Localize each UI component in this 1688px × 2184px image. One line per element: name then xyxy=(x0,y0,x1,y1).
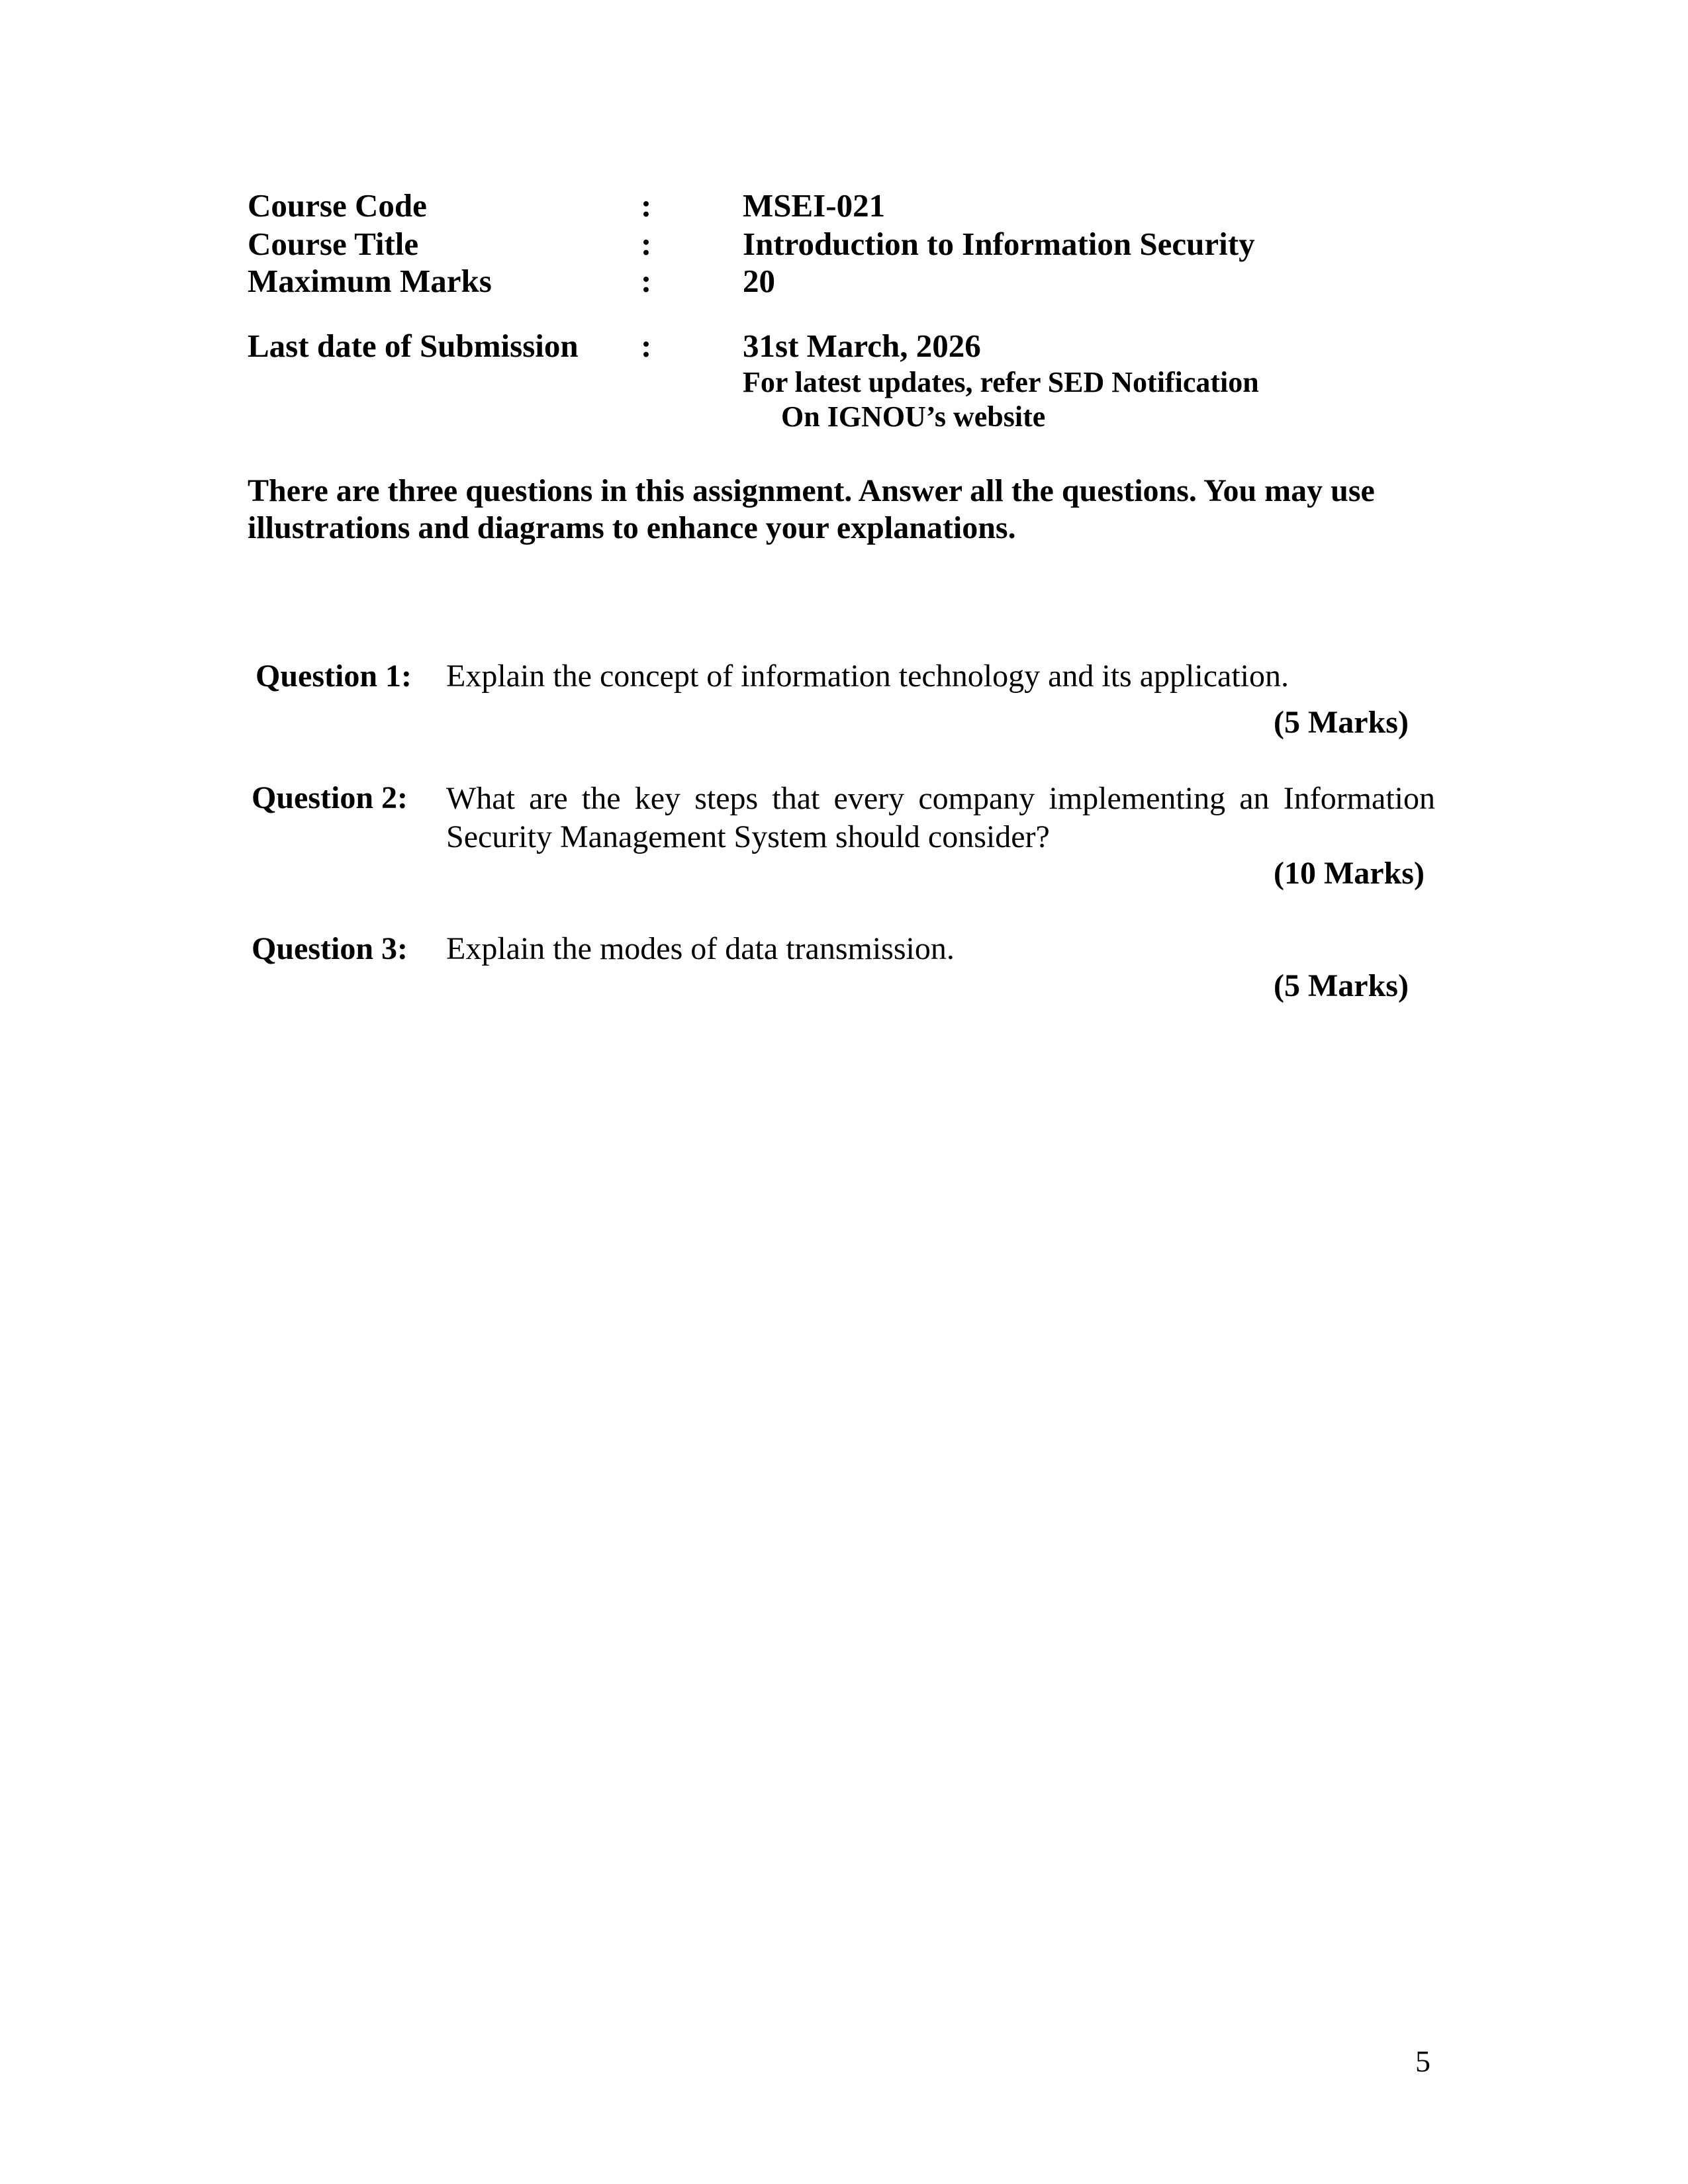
submission-date-colon: : xyxy=(641,328,652,364)
page-number: 5 xyxy=(1415,2044,1430,2078)
submission-date-label: Last date of Submission xyxy=(248,328,579,364)
question-2-marks: (10 Marks) xyxy=(1274,856,1425,891)
assignment-instructions: There are three questions in this assignment. Answer all the questions. You may use illustrations and diagrams to enhance your explanations. xyxy=(248,473,1375,545)
submission-date-value: 31st March, 2026 xyxy=(743,328,981,364)
course-title-value: Introduction to Information Security xyxy=(743,226,1255,262)
course-code-value: MSEI-021 xyxy=(743,187,886,224)
updates-note-line1: For latest updates, refer SED Notification xyxy=(743,366,1259,398)
question-3-label: Question 3: xyxy=(252,931,408,966)
question-1-marks: (5 Marks) xyxy=(1274,705,1409,740)
question-2-text: What are the key steps that every company implementing an Information Security Management System should consider? xyxy=(446,781,1435,854)
question-2-label: Question 2: xyxy=(252,780,408,815)
question-3-marks: (5 Marks) xyxy=(1274,968,1409,1003)
question-1-text: Explain the concept of information technology and its application. xyxy=(446,659,1289,694)
maximum-marks-value: 20 xyxy=(743,263,775,299)
course-code-colon: : xyxy=(641,187,652,224)
maximum-marks-label: Maximum Marks xyxy=(248,263,492,299)
course-title-label: Course Title xyxy=(248,226,419,262)
course-code-label: Course Code xyxy=(248,187,427,224)
updates-note-line2: On IGNOU’s website xyxy=(781,400,1046,433)
question-1-label: Question 1: xyxy=(256,659,412,694)
maximum-marks-colon: : xyxy=(641,263,652,299)
question-3-text: Explain the modes of data transmission. xyxy=(446,931,955,966)
course-title-colon: : xyxy=(641,226,652,262)
